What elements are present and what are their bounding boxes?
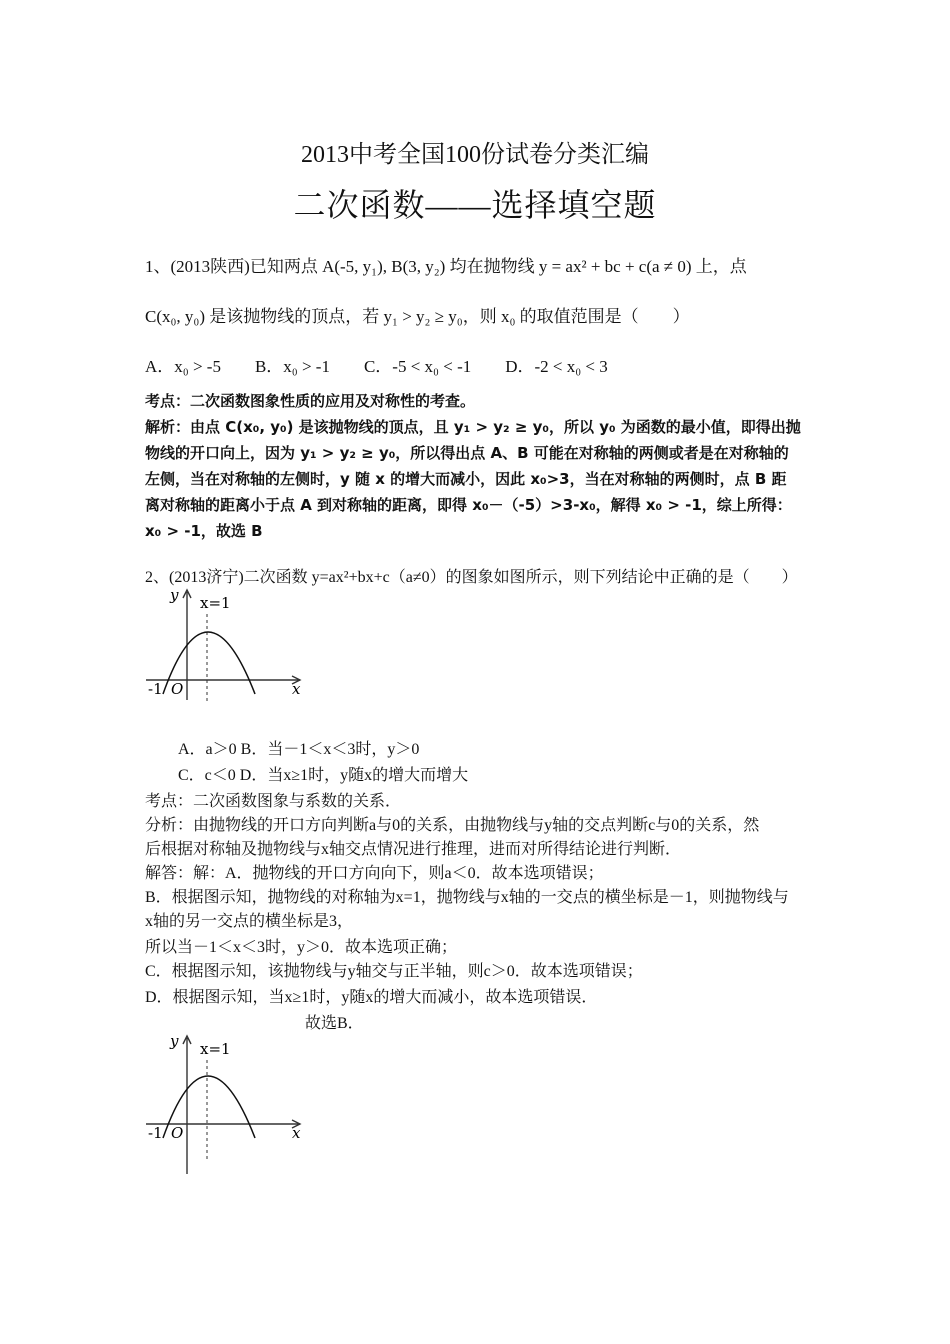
q1-jiexi-line5: x₀ > -1，故选 B [145,522,263,540]
document-title: 2013中考全国100份试卷分类汇编 [301,142,649,168]
q1-jiexi-line4: 离对称轴的距离小于点 A 到对称轴的距离，即得 x₀－（-5）>3-x₀，解得 x₀ > -1，综上所得： [145,496,792,514]
origin-label: O [171,1124,184,1142]
symmetry-axis-label: x=1 [200,1040,231,1058]
x-axis-label: x [292,680,301,698]
q2-jieda-line3: x轴的另一交点的横坐标是3， [145,913,354,930]
q2-jieda-line4: 所以当－1＜x＜3时，y＞0．故本选项正确； [145,939,458,956]
x-axis-label: x [292,1124,301,1142]
q2-kaodian: 考点：二次函数图象与系数的关系． [145,793,402,810]
q1-jiexi-line3: 左侧，当在对称轴的左侧时，y 随 x 的增大而减小，因此 x₀>3，当在对称轴的两侧时，点 B 距 [145,470,787,488]
document-subtitle: 二次函数——选择填空题 [293,187,657,223]
y-axis-label: y [170,586,179,604]
q2-options-cd: C．c＜0 D．当x≥1时，y随x的增大而增大 [178,767,469,784]
q2-graph-2 [140,1028,320,1178]
q2-jieda-line2: B．根据图示知，抛物线的对称轴为x=1，抛物线与x轴的一交点的横坐标是－1，则抛物线与 [145,889,789,906]
q2-jieda-line5: C．根据图示知，该抛物线与y轴交与正半轴，则c＞0．故本选项错误； [145,963,643,980]
y-axis-label: y [170,1032,179,1050]
q2-jieda-line1: 解答：解：A．抛物线的开口方向向下，则a＜0．故本选项错误； [145,865,604,882]
q1-options: A．x₀ > -5 B．x₀ > -1 C．-5 < x₀ < -1 D．-2 < x₀ < 3 [145,357,608,376]
q2-stem: 2、(2013济宁)二次函数 y=ax²+bx+c（a≠0）的图象如图所示，则下列结论中正确的是（ ） [145,569,798,586]
q1-stem-line2: C(x₀, y₀) 是该抛物线的顶点，若 y₁ > y₂ ≥ y₀，则 x₀ 的取值范围是（ ） [145,307,690,326]
q1-jiexi-line2: 物线的开口向上，因为 y₁ > y₂ ≥ y₀，所以得出点 A、B 可能在对称轴的两侧或者是在对称轴的 [145,444,789,462]
q2-fenxi-line1: 分析：由抛物线的开口方向判断a与0的关系，由抛物线与y轴的交点判断c与0的关系，然 [145,817,760,834]
neg-one-label: -1 [148,680,163,698]
q2-options-ab: A．a＞0 B．当－1＜x＜3时，y＞0 [178,741,420,758]
q2-graph-1 [140,582,320,712]
symmetry-axis-label: x=1 [200,594,231,612]
q2-jieda-line6: D．根据图示知，当x≥1时，y随x的增大而减小，故本选项错误． [145,989,598,1006]
neg-one-label: -1 [148,1124,163,1142]
q1-kaodian: 考点：二次函数图象性质的应用及对称性的考查。 [145,392,476,410]
origin-label: O [171,680,184,698]
q2-answer: 故选B． [305,1015,364,1032]
q2-fenxi-line2: 后根据对称轴及抛物线与x轴交点情况进行推理，进而对所得结论进行判断． [145,841,682,858]
q1-jiexi-line1: 解析：由点 C(x₀, y₀) 是该抛物线的顶点，且 y₁ > y₂ ≥ y₀，所以 y₀ 为函数的最小值，即得出抛 [145,418,801,436]
q1-stem-line1: 1、(2013陕西)已知两点 A(-5, y₁), B(3, y₂) 均在抛物线 y = ax² + bc + c(a ≠ 0) 上，点 [145,257,747,276]
